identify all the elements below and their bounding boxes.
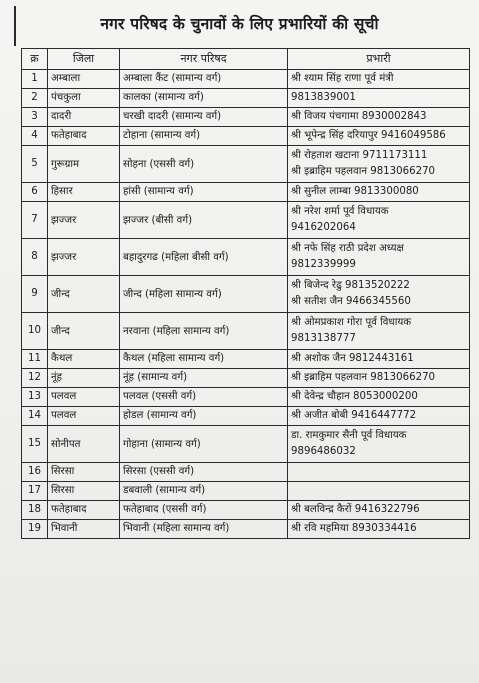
table-header-row (22, 49, 470, 70)
column-header-council: नगर परिषद (120, 49, 288, 70)
cell-district: नूंह (48, 369, 120, 388)
cell-serial: 18 (22, 501, 48, 520)
incharge-line: 9812339999 (291, 259, 356, 270)
table-row (22, 89, 470, 108)
cell-incharge (288, 426, 470, 463)
cell-incharge (288, 239, 470, 276)
cell-council: सोहना (एससी वर्ग) (120, 146, 288, 183)
cell-serial: 8 (22, 239, 48, 276)
cell-council: फतेहाबाद (एससी वर्ग) (120, 501, 288, 520)
table-row (22, 463, 470, 482)
incharge-line: श्री अशोक जैन 9812443161 (291, 353, 414, 364)
table-row (22, 202, 470, 239)
table-row (22, 70, 470, 89)
cell-serial: 19 (22, 520, 48, 539)
incharge-line: श्री नफे सिंह राठी प्रदेश अध्यक्ष (291, 243, 404, 254)
cell-district: कैथल (48, 350, 120, 369)
table-row (22, 239, 470, 276)
incharge-line: श्री बिजेन्द रेढु 9813520222 (291, 280, 410, 291)
cell-incharge (288, 89, 470, 108)
table-row (22, 183, 470, 202)
table-row (22, 146, 470, 183)
table-row (22, 407, 470, 426)
cell-incharge (288, 146, 470, 183)
incharge-line: 9813839001 (291, 92, 356, 103)
cell-incharge (288, 520, 470, 539)
cell-district: झज्जर (48, 239, 120, 276)
page-title: नगर परिषद के चुनावों के लिए प्रभारियों की सूची (100, 15, 379, 33)
incharge-line: श्री रवि महमिया 8930334416 (291, 523, 417, 534)
cell-incharge (288, 463, 470, 482)
cell-incharge (288, 313, 470, 350)
cell-council: झज्जर (बीसी वर्ग) (120, 202, 288, 239)
cell-serial: 12 (22, 369, 48, 388)
cell-serial: 4 (22, 127, 48, 146)
table-row (22, 313, 470, 350)
incharge-line: 9896486032 (291, 446, 356, 457)
cell-district: फतेहाबाद (48, 127, 120, 146)
cell-council: चरखी दादरी (सामान्य वर्ग) (120, 108, 288, 127)
incharge-line: श्री देवेन्द्र चौहान 8053000200 (291, 391, 418, 402)
table-row (22, 276, 470, 313)
cell-serial: 14 (22, 407, 48, 426)
cell-serial: 5 (22, 146, 48, 183)
column-header-district: जिला (48, 49, 120, 70)
cell-district: जीन्द (48, 313, 120, 350)
table-row (22, 501, 470, 520)
incharge-line: श्री ओमप्रकाश गोरा पूर्व विधायक (291, 317, 412, 328)
cell-serial: 6 (22, 183, 48, 202)
cell-incharge (288, 482, 470, 501)
cell-council: टोहाना (सामान्य वर्ग) (120, 127, 288, 146)
cell-incharge (288, 183, 470, 202)
cell-council: सिरसा (एससी वर्ग) (120, 463, 288, 482)
cell-serial: 16 (22, 463, 48, 482)
column-header-serial: क्र (22, 49, 48, 70)
cell-council: बहादुरगढ (महिला बीसी वर्ग) (120, 239, 288, 276)
cell-council: होडल (सामान्य वर्ग) (120, 407, 288, 426)
table-row (22, 426, 470, 463)
cell-council: जीन्द (महिला सामान्य वर्ग) (120, 276, 288, 313)
table-row (22, 108, 470, 127)
cell-serial: 10 (22, 313, 48, 350)
cell-serial: 9 (22, 276, 48, 313)
incharge-line: 9416202064 (291, 222, 356, 233)
cell-council: भिवानी (महिला सामान्य वर्ग) (120, 520, 288, 539)
incharge-line: श्री इब्राहिम पहलवान 9813066270 (291, 166, 436, 177)
cell-incharge (288, 127, 470, 146)
column-header-incharge: प्रभारी (288, 49, 470, 70)
cell-district: भिवानी (48, 520, 120, 539)
cell-serial: 17 (22, 482, 48, 501)
incharge-line: श्री श्याम सिंह राणा पूर्व मंत्री (291, 73, 394, 84)
cell-district: सिरसा (48, 482, 120, 501)
cell-district: पंचकुला (48, 89, 120, 108)
cell-district: सिरसा (48, 463, 120, 482)
cell-serial: 3 (22, 108, 48, 127)
cell-serial: 13 (22, 388, 48, 407)
cell-council: कालका (सामान्य वर्ग) (120, 89, 288, 108)
cell-district: हिसार (48, 183, 120, 202)
cell-district: जीन्द (48, 276, 120, 313)
cell-council: गोहाना (सामान्य वर्ग) (120, 426, 288, 463)
cell-district: फतेहाबाद (48, 501, 120, 520)
incharge-line: श्री इब्राहिम पहलवान 9813066270 (291, 372, 436, 383)
cell-district: सोनीपत (48, 426, 120, 463)
cell-serial: 7 (22, 202, 48, 239)
cell-district: गुरूग्राम (48, 146, 120, 183)
table-row (22, 482, 470, 501)
table-row (22, 520, 470, 539)
table-row (22, 369, 470, 388)
table-row (22, 350, 470, 369)
cell-district: पलवल (48, 407, 120, 426)
cell-council: डबवाली (सामान्य वर्ग) (120, 482, 288, 501)
cell-council: हांसी (सामान्य वर्ग) (120, 183, 288, 202)
cell-incharge (288, 369, 470, 388)
cell-incharge (288, 407, 470, 426)
cell-incharge (288, 501, 470, 520)
incharge-line: श्री विजय पंचगामा 8930002843 (291, 111, 427, 122)
table-row (22, 127, 470, 146)
incharge-line: श्री नरेश शर्मा पूर्व विधायक (291, 206, 389, 217)
cell-incharge (288, 202, 470, 239)
cell-incharge (288, 388, 470, 407)
cell-serial: 15 (22, 426, 48, 463)
cell-incharge (288, 70, 470, 89)
table-body (22, 70, 470, 539)
cell-incharge (288, 350, 470, 369)
cell-incharge (288, 108, 470, 127)
cell-council: अम्बाला कैंट (सामान्य वर्ग) (120, 70, 288, 89)
cell-serial: 1 (22, 70, 48, 89)
cell-serial: 11 (22, 350, 48, 369)
incharge-table (21, 48, 470, 539)
incharge-line: श्री भूपेन्द्र सिंह दरियापुर 9416049586 (291, 130, 446, 141)
incharge-line: श्री बलविन्द्र कैरों 9416322796 (291, 504, 420, 515)
incharge-line: 9813138777 (291, 333, 356, 344)
cell-serial: 2 (22, 89, 48, 108)
cell-district: झज्जर (48, 202, 120, 239)
incharge-line: श्री सुनील लाम्बा 9813300080 (291, 186, 419, 197)
incharge-line: श्री रोहताश खटाना 9711173111 (291, 150, 428, 161)
cell-council: नरवाना (महिला सामान्य वर्ग) (120, 313, 288, 350)
cell-council: पलवल (एससी वर्ग) (120, 388, 288, 407)
cell-district: अम्बाला (48, 70, 120, 89)
incharge-line: श्री सतीश जैन 9466345560 (291, 296, 411, 307)
cell-council: नूंह (सामान्य वर्ग) (120, 369, 288, 388)
cell-district: दादरी (48, 108, 120, 127)
cell-incharge (288, 276, 470, 313)
cell-council: कैथल (महिला सामान्य वर्ग) (120, 350, 288, 369)
cell-district: पलवल (48, 388, 120, 407)
incharge-line: डा. रामकुमार सैनी पूर्व विधायक (291, 430, 407, 441)
incharge-line: श्री अजीत बोबी 9416447772 (291, 410, 417, 421)
table-row (22, 388, 470, 407)
